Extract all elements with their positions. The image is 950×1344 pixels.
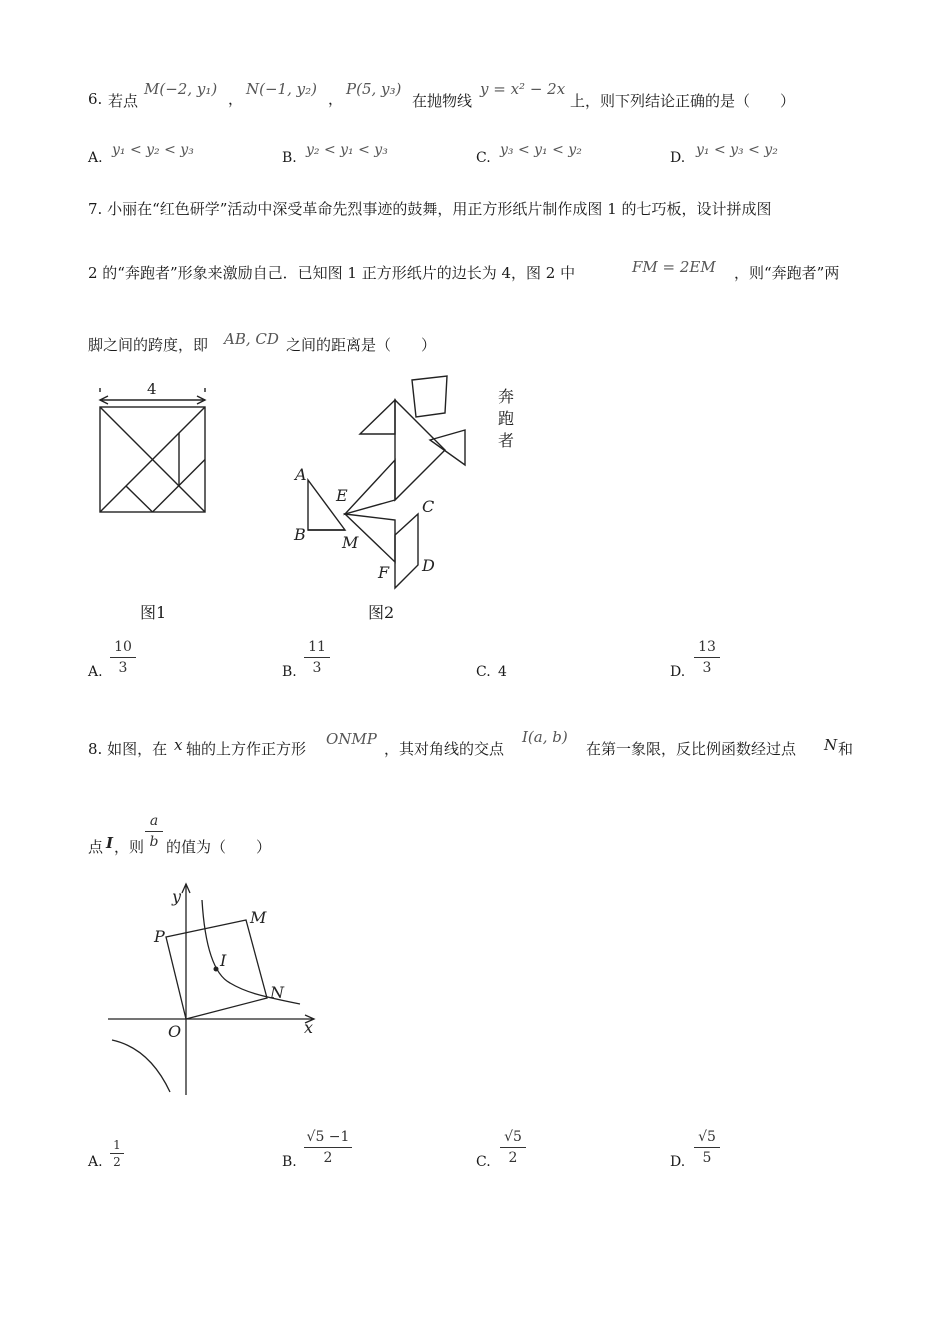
q7-line-3a: 脚之间的跨度，即 (88, 336, 209, 354)
q8-line-1a: 8. 如图，在 (88, 740, 168, 758)
q8-option-b-label: B. (282, 1154, 297, 1170)
q6-option-c: y₃ < y₁ < y₂ (500, 142, 582, 158)
q8-fig-m-label: M (250, 908, 267, 927)
q7-point-e: E (336, 486, 348, 505)
q6-option-d-label: D. (670, 150, 686, 166)
q8-fig-p-label: P (154, 927, 165, 946)
q8-axis-x: x (174, 736, 183, 754)
q7-line-3b: 之间的距离是（ ） (286, 336, 437, 354)
q8-option-d-den: 5 (702, 1150, 712, 1166)
q8-option-c-den: 2 (508, 1150, 518, 1166)
q8-fig-n-label: N (270, 983, 284, 1002)
q8-ratio (145, 812, 163, 851)
q8-line-1b: 轴的上方作正方形 (186, 740, 307, 758)
q7-figure-1 (90, 380, 220, 520)
q8-figure (100, 880, 330, 1100)
q7-option-a-label: A. (88, 664, 103, 680)
q8-point-i: I(a, b) (522, 728, 568, 746)
q6-option-b: y₂ < y₁ < y₃ (306, 142, 388, 158)
q8-option-b-num: √5 −1 (306, 1129, 350, 1145)
q8-ratio-num: a (149, 813, 159, 829)
q7-option-b-den: 3 (312, 660, 322, 676)
q8-option-b (304, 1128, 352, 1167)
q7-option-b-label: B. (282, 664, 297, 680)
q7-condition: FM = 2EM (632, 258, 716, 276)
q8-square-name: ONMP (326, 730, 377, 748)
q7-line-2a: 2 的“奔跑者”形象来激励自己．已知图 1 正方形纸片的边长为 4，图 2 中 (88, 264, 576, 282)
q7-option-b-num: 11 (308, 639, 326, 655)
q7-option-a (110, 638, 136, 677)
q8-option-d (694, 1128, 720, 1167)
q7-option-c: 4 (498, 664, 507, 680)
q6-text-1: 若点 (108, 92, 139, 110)
q8-option-a (110, 1138, 124, 1169)
q7-line-2b: ，则“奔跑者”两 (734, 264, 840, 282)
q7-point-c: C (422, 497, 435, 516)
q7-runner-char-1: 奔 (498, 387, 515, 406)
q6-option-d: y₁ < y₃ < y₂ (696, 142, 778, 158)
q7-option-a-num: 10 (114, 639, 132, 655)
q8-option-c-label: C. (476, 1154, 491, 1170)
q6-option-b-label: B. (282, 150, 297, 166)
q7-point-f: F (378, 563, 390, 582)
q8-option-c-num: √5 (504, 1129, 522, 1145)
q7-fig2-caption: 图2 (368, 603, 395, 622)
q8-line-1c: ，其对角线的交点 (384, 740, 505, 758)
q7-point-d: D (422, 556, 435, 575)
q7-segments: AB, CD (224, 330, 279, 348)
q7-point-a: A (295, 465, 307, 484)
q6-number: 6. (88, 90, 103, 108)
q7-fig1-side-label: 4 (147, 380, 157, 398)
q7-option-d (694, 638, 720, 677)
q7-option-a-den: 3 (118, 660, 128, 676)
q6-point-p: P(5, y₃) (346, 80, 402, 98)
q8-fig-x-label: x (304, 1018, 314, 1037)
q7-option-b (304, 638, 330, 677)
q7-option-d-den: 3 (702, 660, 712, 676)
q7-point-b: B (294, 525, 306, 544)
q8-option-a-label: A. (88, 1154, 103, 1170)
q8-line-1e: 和 (838, 740, 854, 758)
q6-option-a-label: A. (88, 150, 103, 166)
q6-option-a: y₁ < y₂ < y₃ (112, 142, 194, 158)
q8-option-a-num: 1 (113, 1138, 121, 1152)
q8-line-2a: 点 (88, 838, 104, 856)
q8-option-c (500, 1128, 526, 1167)
q8-option-d-num: √5 (698, 1129, 716, 1145)
q8-fig-o-label: O (168, 1022, 182, 1041)
q6-text-3: 上，则下列结论正确的是（ ） (570, 92, 796, 110)
q8-option-a-den: 2 (113, 1155, 121, 1169)
q8-point-i-ref: I (106, 834, 114, 852)
q7-point-m: M (342, 533, 359, 552)
q6-point-m: M(−2, y₁) (144, 80, 218, 98)
q6-text-2: 在抛物线 (412, 92, 473, 110)
q8-line-1d: 在第一象限，反比例函数经过点 (586, 740, 797, 758)
q8-ratio-den: b (149, 834, 159, 850)
q7-option-c-label: C. (476, 664, 491, 680)
q8-fig-i-label: I (220, 951, 227, 970)
q8-fig-y-label: y (172, 887, 182, 906)
q7-runner-char-3: 者 (498, 431, 515, 450)
q8-point-n: N (824, 736, 838, 754)
q7-option-d-label: D. (670, 664, 686, 680)
q7-option-d-num: 13 (698, 639, 716, 655)
q7-fig1-caption: 图1 (140, 603, 167, 622)
q8-option-d-label: D. (670, 1154, 686, 1170)
q7-line-1: 7. 小丽在“红色研学”活动中深受革命先烈事迹的鼓舞，用正方形纸片制作成图 1 的七巧板，设计拼成图 (88, 200, 772, 218)
q7-runner-char-2: 跑 (498, 409, 515, 428)
q8-line-2c: 的值为（ ） (166, 838, 272, 856)
q6-comma-2: ， (328, 90, 344, 108)
q6-comma-1: ， (228, 90, 244, 108)
q6-parabola: y = x² − 2x (480, 80, 566, 98)
q8-line-2b: ，则 (114, 838, 145, 856)
q6-point-n: N(−1, y₂) (246, 80, 317, 98)
q6-option-c-label: C. (476, 150, 491, 166)
q7-figure-2 (290, 370, 490, 600)
q8-option-b-den: 2 (323, 1150, 333, 1166)
